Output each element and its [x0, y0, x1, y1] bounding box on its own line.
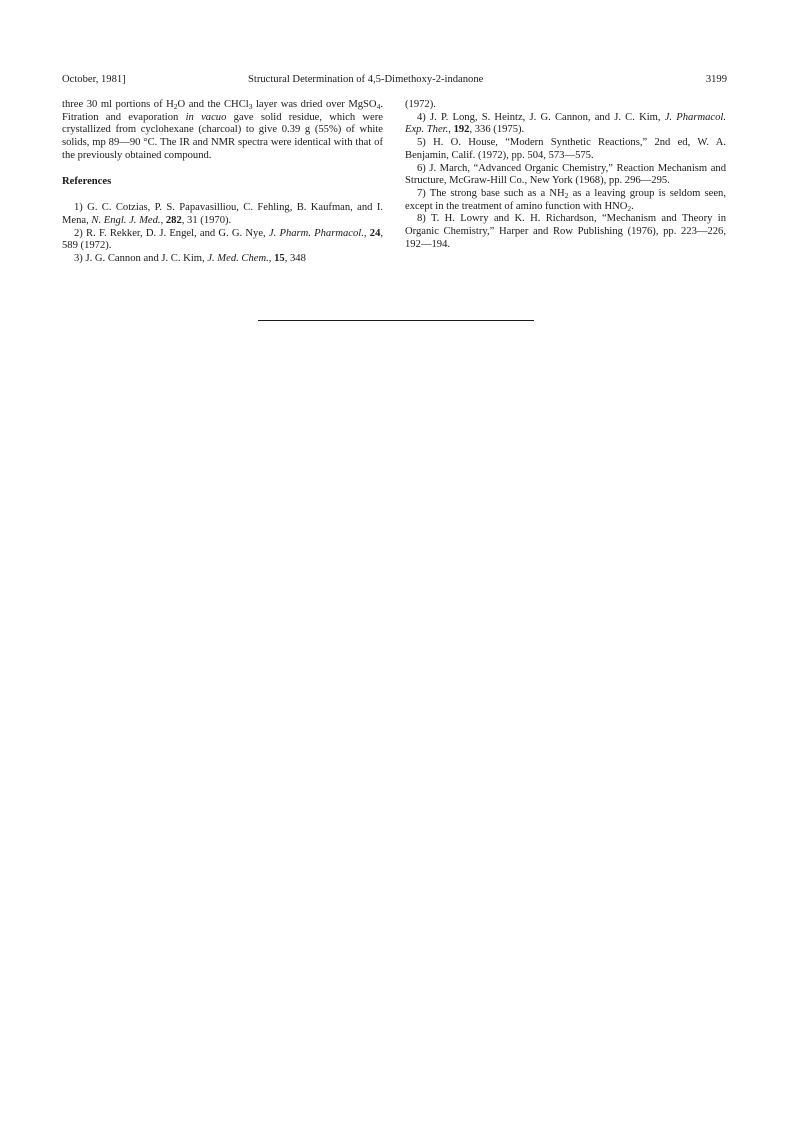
reference-3: 3) J. G. Cannon and J. C. Kim, J. Med. Chem., 15, 348 [74, 253, 306, 265]
running-header [62, 74, 727, 90]
reference-5: 5) H. O. House, “Modern Synthetic Reactions,” 2nd ed, W. A. Benjamin, Calif. (1972), pp. 504, 573—575. [405, 137, 726, 161]
reference-6: 6) J. March, “Advanced Organic Chemistry,” Reaction Mechanism and Structure, McGraw-Hill Co., New York (1968), pp. 296—295. [405, 162, 726, 187]
reference-1: 1) G. C. Cotzias, P. S. Papavasilliou, C. Fehling, B. Kaufman, and I. Mena, N. Engl. J. Med., 282, 31 (1970). [62, 202, 383, 226]
reference-8: 8) T. H. Lowry and K. H. Richardson, “Mechanism and Theory in Organic Chemistry,” Harper and Row Publishing (1976), pp. 223—226, 192—194. [405, 213, 726, 250]
reference-2: 2) R. F. Rekker, D. J. Engel, and G. G. Nye, J. Pharm. Pharmacol., 24, 589 (1972). [62, 227, 384, 252]
reference-7: 7) The strong base such as a $NH_2$ as a leaving group is seldom seen, except in the treatment of amino function with $HNO_2$. [405, 187, 726, 213]
references-heading: References [62, 175, 112, 187]
experimental-paragraph: three 30 ml portions of $H_2O$ and the CHCl$_3$ layer was dried over MgSO$_4$. Fitration and evaporation in vacuo gave solid residue, which were crystallized from cyclohexane (charcoal) to give 0.39 g (55%) of white solids, mp 89—90 °C. The IR and NMR spectra were identical with that of the previously obtained compound. [62, 99, 383, 161]
end-of-article-rule [258, 320, 534, 321]
page-number: 3199 [705, 74, 727, 85]
right-column [405, 99, 726, 251]
header-date: October, 1981] [62, 74, 126, 85]
reference-4: 4) J. P. Long, S. Heintz, J. G. Cannon, and J. C. Kim, J. Pharmacol. Exp. Ther., 192, 336 (1975). [405, 111, 726, 136]
header-title: Structural Determination of 4,5-Dimethoxy-2-indanone [248, 74, 484, 85]
left-column [62, 99, 383, 266]
reference-3-continued: (1972). [405, 99, 436, 110]
